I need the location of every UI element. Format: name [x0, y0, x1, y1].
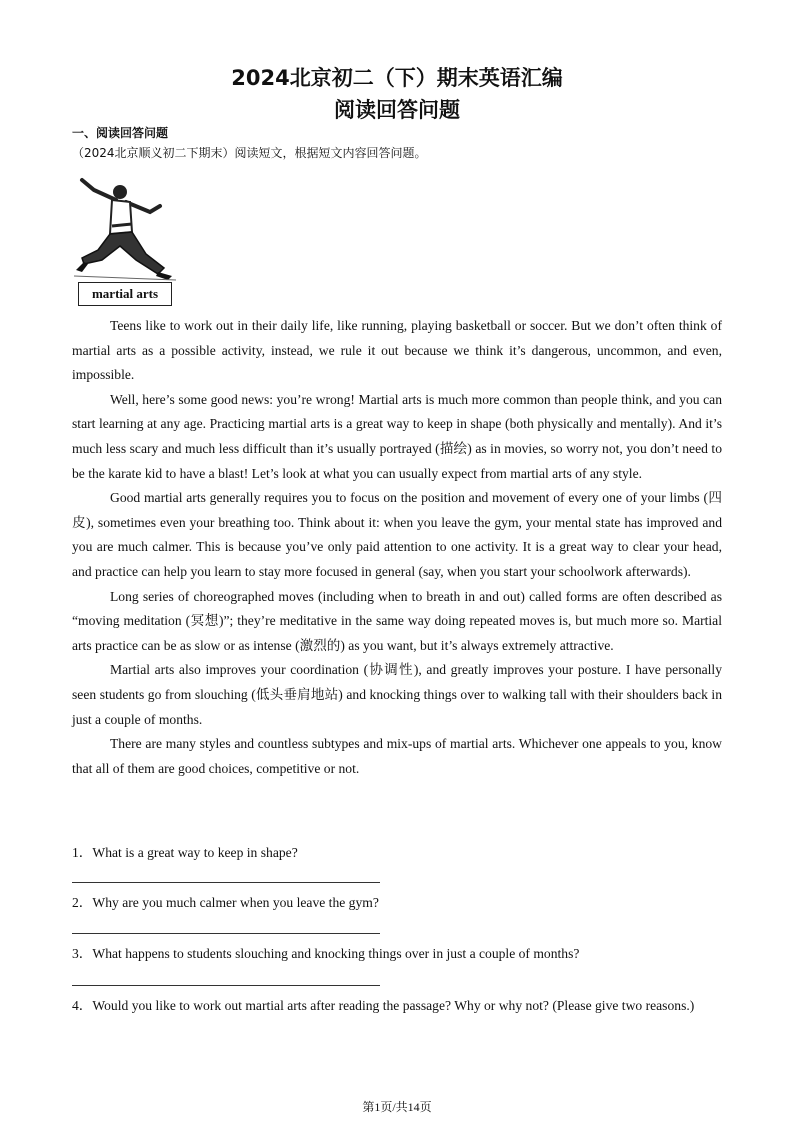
section-heading: 一、阅读回答问题	[72, 126, 169, 140]
passage-paragraph: Good martial arts generally requires you to focus on the position and movement of every one of your limbs (四皮), sometimes even your breathing too. Think about it: when you leave the gym, your mental state has improved and you are much calmer. This is because you’ve only paid attention to one activity. It is a great way to clear your head, and practice can help you learn to stay more focused in general (say, when you start your schoolwork afterwards).	[72, 490, 722, 579]
page-title: 2024北京初二（下）期末英语汇编	[231, 66, 563, 90]
question-1: 1．What is a great way to keep in shape?	[72, 845, 298, 860]
reading-passage	[72, 314, 722, 781]
passage-paragraph: Teens like to work out in their daily life, like running, playing basketball or soccer. But we don’t often think of martial arts as a possible activity, instead, we rule it out because we think it’s dangerous, uncommon, and even, impossible.	[72, 318, 722, 383]
page-subtitle: 阅读回答问题	[334, 98, 460, 122]
passage-paragraph: Well, here’s some good news: you’re wrong! Martial arts is much more common than people think, and you can start learning at any age. Practicing martial arts is a great way to keep in shape (both physically and mentally). And it’s much less scary and much less difficult than it’s usually portrayed (描绘) as in movies, so worry not, you don’t need to be the karate kid to have a blast! Let’s look at what you can usually expect from martial arts of any style.	[72, 391, 722, 481]
question-3: 3．What happens to students slouching and knocking things over in just a couple of months?	[72, 946, 580, 961]
answer-line-1[interactable]	[72, 882, 380, 883]
passage-paragraph: Martial arts also improves your coordination (协调性), and greatly improves your posture. I have personally seen students go from slouching (低头垂肩地站) and knocking things over to walking tall with their shoulders back in just a couple of months.	[72, 662, 722, 727]
page-number: 第1页/共14页	[362, 1100, 432, 1114]
question-2: 2．Why are you much calmer when you leave the gym?	[72, 895, 379, 910]
answer-line-3[interactable]	[72, 985, 380, 986]
question-4: 4．Would you like to work out martial arts after reading the passage? Why or why not? (Please give two reasons.)	[72, 998, 695, 1013]
passage-paragraph: Long series of choreographed moves (including when to breath in and out) called forms are often described as “moving meditation (冥想)”; they’re meditative in the same way doing repeated moves is, but much more so. Martial arts practice can be as slow or as intense (激烈的) as you want, but it’s always extremely attractive.	[72, 588, 722, 653]
source-line: （2024北京顺义初二下期末）阅读短文，根据短文内容回答问题。	[72, 146, 427, 160]
answer-line-2[interactable]	[72, 933, 380, 934]
passage-paragraph: There are many styles and countless subtypes and mix-ups of martial arts. Whichever one appeals to you, know that all of them are good choices, competitive or not.	[72, 736, 722, 776]
figure-caption: martial arts	[78, 282, 172, 306]
martial-artist-icon	[72, 176, 182, 286]
